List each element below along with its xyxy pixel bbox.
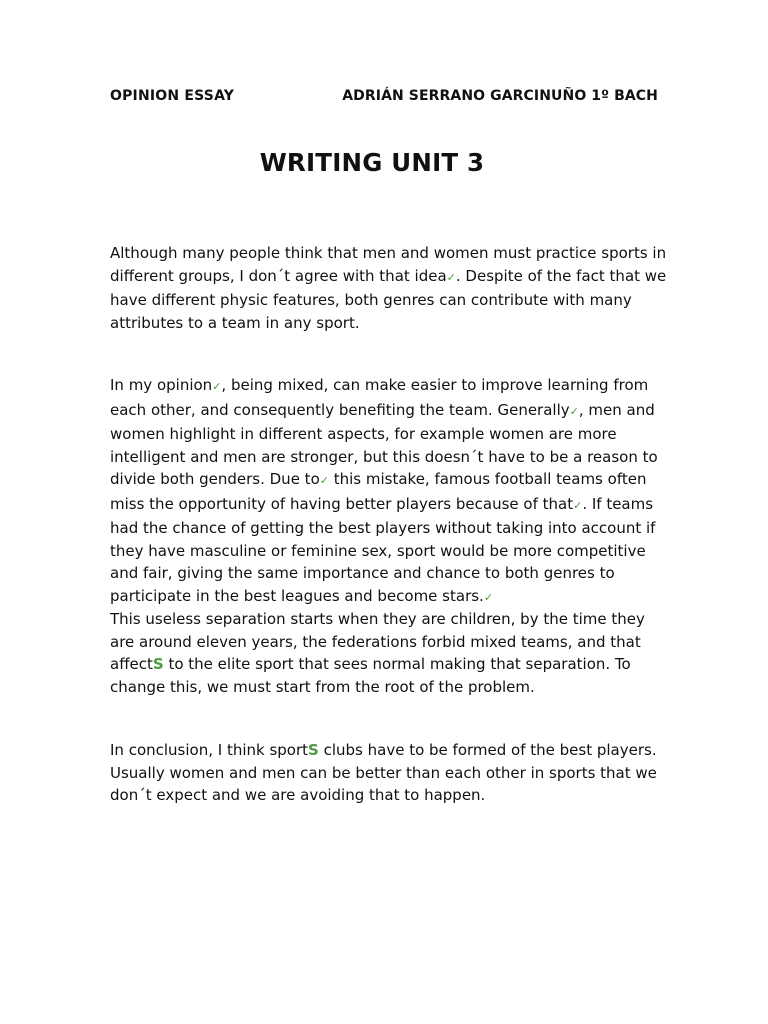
paragraph-text: to the elite sport that sees normal making that separation. To change this, we must start from the root of the problem. [110, 655, 631, 696]
check-mark-icon: ✓ [446, 270, 456, 284]
check-mark-icon: ✓ [483, 590, 494, 604]
paragraph-text: , being mixed, can make easier to improve learning from each other, and consequently benefiting the team. Generally [110, 376, 649, 419]
paragraph-text: In my opinion [110, 376, 213, 394]
author-name: ADRIÁN SERRANO GARCINUÑO 1º BACH [342, 88, 658, 104]
paragraph-introduction [110, 242, 670, 334]
paragraph-text: , men and women highlight in different aspects, for example women are more intelligent and men are stronger, but this doesn´t have to be a reason to divide both genders. Due to [110, 400, 658, 488]
check-mark-icon: ✓ [319, 474, 329, 487]
paragraph-separation [110, 608, 670, 698]
paragraph-text: . Despite of the fact that we have different physic features, both genres can contribute with many attributes to a team in any sport. [110, 266, 667, 332]
paragraph-text: this mistake, famous football teams often miss the opportunity of having better players because of that [110, 470, 647, 513]
check-mark-icon: ✓ [573, 498, 583, 512]
correction-mark: S [152, 655, 164, 673]
check-mark-icon: ✓ [212, 380, 222, 393]
document-header [110, 88, 658, 108]
essay-type-label: OPINION ESSAY [110, 88, 235, 104]
paragraph-text: . If teams had the chance of getting the best players without taking into account if they have masculine or feminine sex, sport would be more competitive and fair, giving the same importance and chance to both genres to participate in the best leagues and become stars. [110, 494, 656, 605]
paragraph-text: In conclusion, I think sport [110, 741, 309, 759]
paragraph-text: Although many people think that men and women must practice sports in different groups, I don´t agree with that idea [110, 244, 667, 285]
check-mark-icon: ✓ [569, 404, 579, 418]
paragraph-text: clubs have to be formed of the best players. Usually women and men can be better than each other in sports that we don´t expect and we are avoiding that to happen. [110, 741, 657, 804]
paragraph-conclusion [110, 739, 670, 807]
page-title: WRITING UNIT 3 [259, 148, 485, 177]
paragraph-text: This useless separation starts when they are children, by the time they are around eleven years, the federations forbid mixed teams, and that affect [110, 610, 645, 673]
correction-mark: S [308, 741, 319, 759]
paragraph-opinion [110, 374, 670, 609]
